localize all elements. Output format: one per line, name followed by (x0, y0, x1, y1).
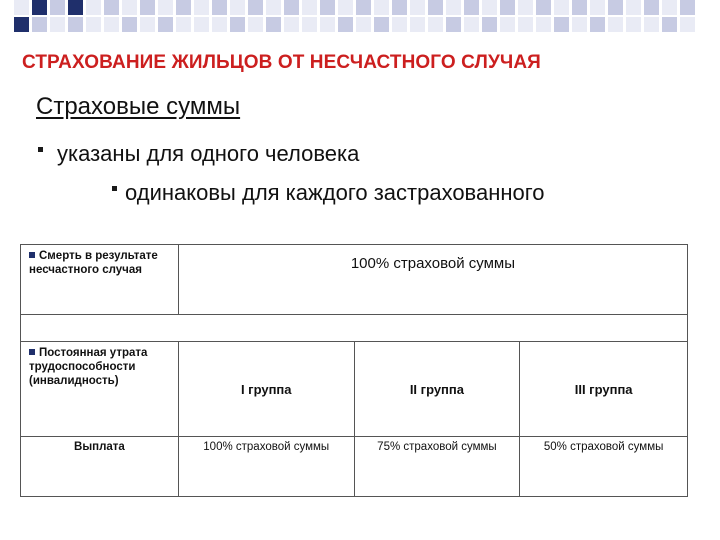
payout-cell: 100% страховой суммы (178, 437, 354, 497)
table-row (21, 437, 688, 497)
death-label: Смерть в результате несчастного случая (29, 250, 158, 276)
bullet-item (112, 180, 545, 206)
bullet-icon (38, 147, 43, 152)
disability-label-cell (21, 342, 179, 437)
payout-cell: 75% страховой суммы (354, 437, 520, 497)
bullet-item (38, 141, 359, 167)
group-cell: II группа (354, 342, 520, 437)
payout-cell: 50% страховой суммы (520, 437, 688, 497)
bullet-text: указаны для одного человека (57, 141, 360, 166)
square-bullet-icon (29, 349, 35, 355)
table-row-empty (21, 315, 688, 342)
slide-title: СТРАХОВАНИЕ ЖИЛЬЦОВ ОТ НЕСЧАСТНОГО СЛУЧАЯ (22, 52, 541, 73)
section-heading: Страховые суммы (36, 93, 241, 120)
death-amount: 100% страховой суммы (350, 255, 516, 272)
square-bullet-icon (29, 252, 35, 258)
death-amount-cell (178, 245, 687, 315)
table-row (21, 245, 688, 315)
death-label-cell (21, 245, 179, 315)
insurance-table (20, 244, 688, 497)
group-cell: I группа (178, 342, 354, 437)
decorative-squares (14, 0, 698, 34)
group-cell: III группа (520, 342, 688, 437)
disability-label: Постоянная утрата трудоспособности (инвалидность) (29, 347, 148, 387)
bullet-icon (112, 186, 117, 191)
empty-cell (21, 315, 688, 342)
bullet-text: одинаковы для каждого застрахованного (125, 180, 545, 205)
payout-label: Выплата (21, 437, 179, 497)
table-row (21, 342, 688, 437)
